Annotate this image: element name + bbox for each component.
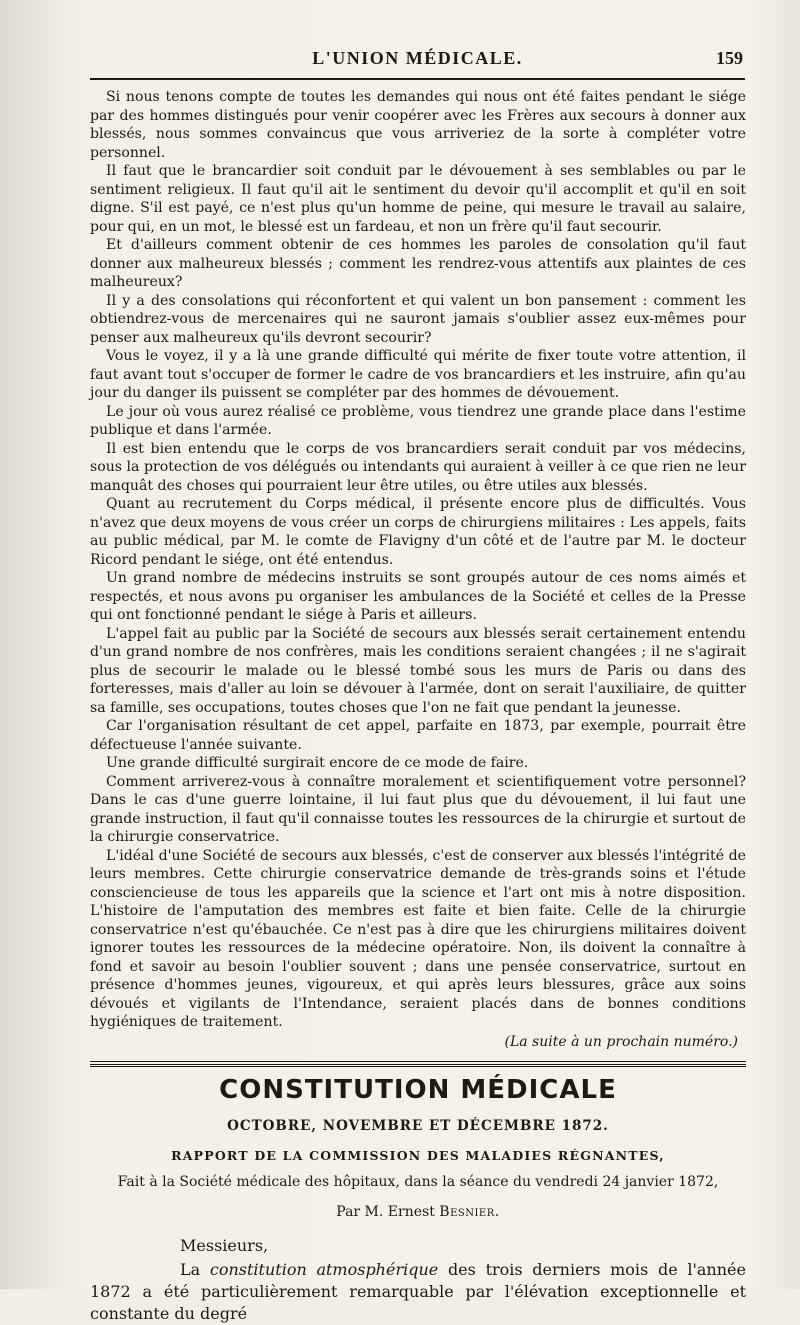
section-title: CONSTITUTION MÉDICALE [219,1074,617,1105]
section-period: OCTOBRE, NOVEMBRE ET DÉCEMBRE 1872. [227,1117,609,1134]
paragraph: L'appel fait au public par la Société de secours aux blessés serait certainement entendu d'un grand nombre de nos confrères, mais les conditions seraient changées ; il ne s'agirait plus de secourir le malade ou le blessé tombé sous les murs de Paris ou dans des forteresses, mais d'aller au loin se dévouer à l'armée, dont on serait l'auxiliaire, de quitter sa famille, ses occupations, toutes choses que l'on ne fait que pendant la jeunesse. [90,625,746,716]
page-header [90,44,745,74]
paragraph: Car l'organisation résultant de cet appel, parfaite en 1873, par exemple, pourrait être défectueuse l'année suivante. [90,718,746,753]
emphasized-phrase: constitution atmosphérique [209,1259,439,1279]
paragraph: Un grand nombre de médecins instruits se sont groupés autour de ces noms aimés et respectés, et nous avons pu organiser les ambulances de la Société et celles de la Presse qui ont fonctionné pendant le siége à Paris et ailleurs. [90,570,746,623]
running-title: L'UNION MÉDICALE. [312,48,523,68]
salutation: Messieurs, [180,1235,269,1255]
paragraph: Et d'ailleurs comment obtenir de ces hommes les paroles de consolation qu'il faut donner aux malheureux blessés ; comment les rendrez-vous attentifs aux plaintes de ces malheureux? [90,237,746,290]
paragraph: Vous le voyez, il y a là une grande difficulté qui mérite de fixer toute votre attention, il faut avant tout s'occuper de former le cadre de vos brancardiers et les instruire, afin qu'au jour du danger ils puissent se compléter par des hommes de dévouement. [90,348,746,401]
article-body [90,88,746,1325]
paragraph: Il y a des consolations qui réconfortent et qui valent un bon pansement : comment les obtiendrez-vous de mercenaires qui ne sauront jamais s'oublier assez eux-mêmes pour penser aux malheureux qu'ils devront secourir? [90,292,746,346]
opening-word: La [180,1259,201,1279]
section-rule-double [90,1064,746,1067]
report-author [90,1203,746,1221]
paragraph: Si nous tenons compte de toutes les demandes qui nous ont été faites pendant le siége par des hommes distingués pour venir coopérer avec les Frères aux secours à donner aux blessés, nous sommes convaincus que vous arriveriez de la sorte à compléter votre personnel. [90,89,746,161]
report-title: RAPPORT DE LA COMMISSION DES MALADIES RÉGNANTES, [171,1147,665,1163]
report-context: Fait à la Société médicale des hôpitaux, dans la séance du vendredi 24 janvier 1872, [117,1173,719,1190]
author-prefix: Par M. Ernest [336,1203,435,1220]
page-gutter-shadow [0,0,90,1289]
paragraph: Il est bien entendu que le corps de vos brancardiers serait conduit par vos médecins, sous la protection de vos délégués ou intendants qui auraient à veiller à ce que rien ne leur manquât des choses qui pourraient leur être utiles, ou être utiles aux blessés. [90,440,746,494]
page-number: 159 [716,48,743,68]
paragraph: Le jour où vous aurez réalisé ce problème, vous tiendrez une grande place dans l'estime publique et dans l'armée. [90,403,746,438]
header-rule [90,78,745,80]
opening-text: des trois derniers mois de l'année 1872 a été particulièrement remarquable par l'élévation exceptionnelle et constante du degré [90,1259,746,1323]
report-opening-paragraph [90,1259,746,1325]
continuation-note: (La suite à un prochain numéro.) [504,1033,738,1050]
paragraph: Il faut que le brancardier soit conduit par le dévouement à ses semblables ou par le sentiment religieux. Il faut qu'il ait le sentiment du devoir qu'il accomplit et qu'il en soit digne. S'il est payé, ce n'est plus qu'un homme de peine, qui mesure le travail au salaire, pour qui, en un mot, le blessé est un fardeau, et non un frère qu'il faut secourir. [90,163,746,235]
author-name: Besnier. [439,1203,500,1220]
paragraph: Comment arriverez-vous à connaître moralement et scientifiquement votre personnel? Dans le cas d'une guerre lointaine, il lui faut plus que du dévouement, il lui faut une grande instruction, il faut qu'il connaisse toutes les ressources de la chirurgie et surtout de la chirurgie conservatrice. [90,773,746,845]
paragraph: Quant au recrutement du Corps médical, il présente encore plus de difficultés. Vous n'avez que deux moyens de vous créer un corps de chirurgiens militaires : Les appels, faits au public médical, par M. le comte de Flavigny d'un côté et de l'autre par M. le docteur Ricord pendant le siége, ont été entendus. [90,496,746,568]
section-rule-top [90,1061,746,1062]
paragraph: Une grande difficulté surgirait encore de ce mode de faire. [106,755,529,771]
paragraph: L'idéal d'une Société de secours aux blessés, c'est de conserver aux blessés l'intégrité de leurs membres. Cette chirurgie conservatrice demande de très-grands soins et l'étude consciencieuse de tous les appareils que la science et l'art ont mis à notre disposition. L'histoire de l'amputation des membres est faite et bien faite. Celle de la chirurgie conservatrice n'est qu'ébauchée. Ce n'est pas à dire que les chirurgiens militaires doivent ignorer toutes les ressources de la médecine opératoire. Non, ils doivent la connaître à fond et savoir au besoin l'oublier souvent ; dans une pensée conservatrice, surtout en présence d'hommes jeunes, vigoureux, et qui après leurs blessures, grâce aux soins dévoués et vigilants de l'Intendance, seraient placés dans de bonnes conditions hygiéniques de traitement. [90,847,746,1030]
